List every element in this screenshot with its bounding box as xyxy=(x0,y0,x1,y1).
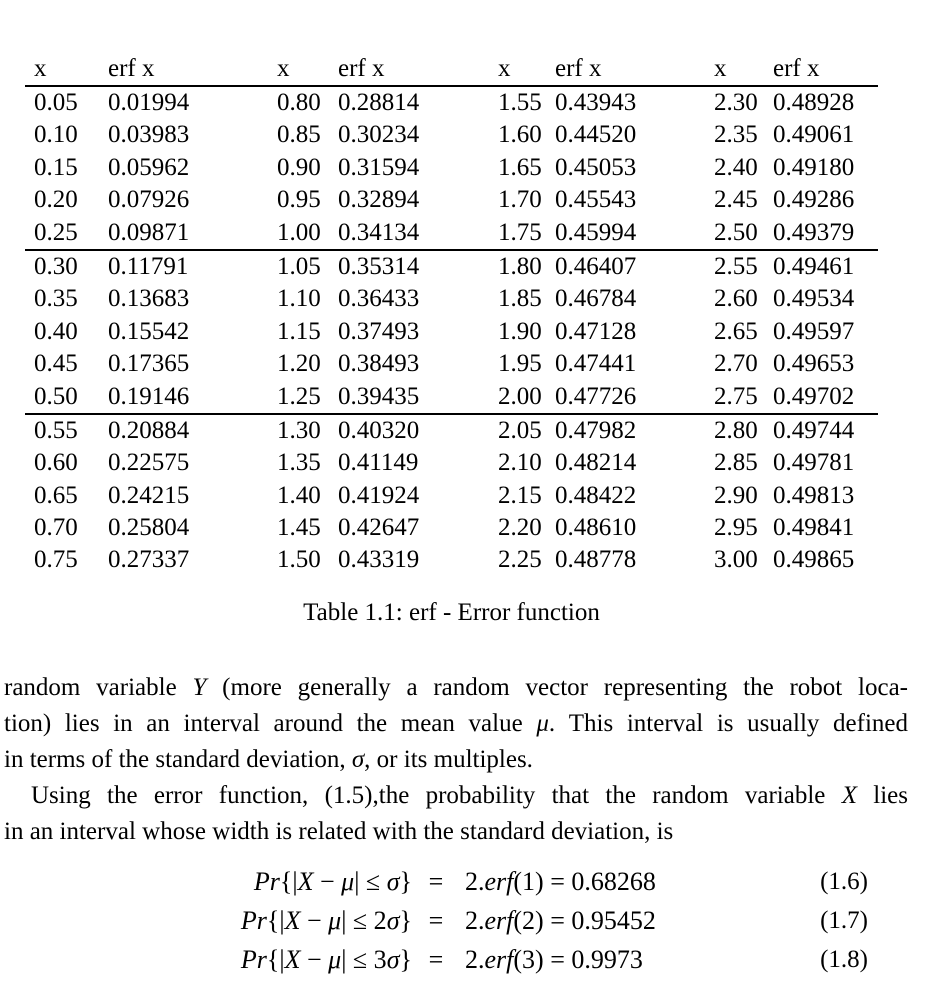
body-line xyxy=(4,706,908,742)
x-value: 1.65 xyxy=(498,153,542,181)
x-value: 0.10 xyxy=(34,121,78,149)
table-row xyxy=(25,316,878,348)
erf-value: 0.28814 xyxy=(338,89,420,116)
x-value: 0.30 xyxy=(34,252,78,280)
x-value: 3.00 xyxy=(714,546,758,574)
body-line xyxy=(4,742,908,778)
x-value: 0.45 xyxy=(34,350,78,378)
x-value: 2.95 xyxy=(714,514,758,542)
table-row xyxy=(25,119,878,151)
body-line xyxy=(4,670,908,706)
column-header: x xyxy=(714,55,727,82)
table-row xyxy=(25,415,878,447)
column-header: erf x xyxy=(108,55,155,82)
italic-text: X xyxy=(841,782,857,809)
x-value: 0.50 xyxy=(34,382,78,410)
text-segment: in terms of the standard deviation, xyxy=(4,746,352,773)
x-value: 2.35 xyxy=(714,121,758,149)
italic-text: X xyxy=(297,867,314,896)
italic-text: Pr xyxy=(240,945,267,974)
x-value: 2.75 xyxy=(714,382,758,410)
table-row-group xyxy=(25,415,878,577)
x-value: 2.45 xyxy=(714,186,758,214)
body-line xyxy=(4,814,908,850)
equation-rhs xyxy=(465,862,656,901)
column-header: x xyxy=(498,55,511,82)
equals-sign: = xyxy=(428,906,444,935)
erf-value: 0.49180 xyxy=(773,153,855,181)
x-value: 2.30 xyxy=(714,89,758,116)
table-row xyxy=(25,381,878,413)
erf-value: 0.49534 xyxy=(773,285,855,313)
equation-number: (1.6) xyxy=(820,868,868,895)
table-row xyxy=(25,217,878,249)
x-value: 2.80 xyxy=(714,416,758,444)
erf-value: 0.41924 xyxy=(338,481,420,509)
text-segment: random variable xyxy=(4,674,193,701)
text-segment: 2. xyxy=(465,906,485,935)
text-segment: {| xyxy=(266,906,285,935)
erf-value: 0.20884 xyxy=(108,416,190,444)
x-value: 2.85 xyxy=(714,449,758,477)
italic-text: σ xyxy=(351,746,365,773)
italic-text: μ xyxy=(328,906,342,935)
body-text xyxy=(4,670,908,850)
erf-value: 0.47128 xyxy=(555,317,637,345)
erf-value: 0.05962 xyxy=(108,153,190,181)
text-segment: | ≤ 3 xyxy=(341,945,387,974)
erf-value: 0.44520 xyxy=(555,121,637,149)
erf-value: 0.35314 xyxy=(338,252,420,280)
column-header: x xyxy=(277,55,290,82)
equation-rhs xyxy=(465,940,643,979)
x-value: 2.50 xyxy=(714,218,758,246)
x-value: 2.40 xyxy=(714,153,758,181)
x-value: 1.25 xyxy=(277,382,321,410)
italic-text: Pr xyxy=(240,906,267,935)
x-value: 0.85 xyxy=(277,121,321,149)
erf-value: 0.09871 xyxy=(108,218,190,246)
equations-block xyxy=(0,862,940,979)
equation-row xyxy=(0,862,940,901)
erf-value: 0.45994 xyxy=(555,218,637,246)
erf-value: 0.45543 xyxy=(555,186,637,214)
text-segment: in an interval whose width is related with the standard deviation, is xyxy=(4,818,674,845)
erf-value: 0.01994 xyxy=(108,89,190,116)
erf-value: 0.48422 xyxy=(555,481,637,509)
table-header-row xyxy=(25,52,878,85)
x-value: 1.95 xyxy=(498,350,542,378)
italic-text: X xyxy=(284,945,301,974)
italic-text: σ xyxy=(386,945,400,974)
italic-text: X xyxy=(284,906,301,935)
erf-value: 0.49061 xyxy=(773,121,855,149)
equals-sign: = xyxy=(428,867,444,896)
x-value: 2.10 xyxy=(498,449,542,477)
x-value: 1.70 xyxy=(498,186,542,214)
x-value: 2.25 xyxy=(498,546,542,574)
x-value: 1.15 xyxy=(277,317,321,345)
x-value: 0.75 xyxy=(34,546,78,574)
equation-number: (1.7) xyxy=(820,907,868,934)
erf-value: 0.48928 xyxy=(773,89,855,116)
equation-rhs xyxy=(465,901,656,940)
x-value: 1.80 xyxy=(498,252,542,280)
x-value: 1.20 xyxy=(277,350,321,378)
erf-value: 0.48778 xyxy=(555,546,637,574)
x-value: 1.85 xyxy=(498,285,542,313)
erf-value: 0.48214 xyxy=(555,449,637,477)
erf-value: 0.49744 xyxy=(773,416,855,444)
text-segment: } xyxy=(399,906,412,935)
x-value: 2.90 xyxy=(714,481,758,509)
x-value: 0.35 xyxy=(34,285,78,313)
erf-value: 0.48610 xyxy=(555,514,637,542)
x-value: 0.25 xyxy=(34,218,78,246)
x-value: 1.35 xyxy=(277,449,321,477)
erf-value: 0.42647 xyxy=(338,514,420,542)
x-value: 1.90 xyxy=(498,317,542,345)
erf-value: 0.49813 xyxy=(773,481,855,509)
erf-value: 0.43943 xyxy=(555,89,637,116)
column-header: x xyxy=(34,55,47,82)
x-value: 1.50 xyxy=(277,546,321,574)
x-value: 0.60 xyxy=(34,449,78,477)
erf-value: 0.03983 xyxy=(108,121,190,149)
equation-row xyxy=(0,940,940,979)
x-value: 1.45 xyxy=(277,514,321,542)
text-segment: (1) = 0.68268 xyxy=(513,867,656,896)
text-segment: } xyxy=(399,867,412,896)
erf-value: 0.49702 xyxy=(773,382,855,410)
text-segment: | ≤ xyxy=(354,867,387,896)
x-value: 0.80 xyxy=(277,89,321,116)
equals-sign: = xyxy=(428,945,444,974)
x-value: 1.00 xyxy=(277,218,321,246)
erf-value: 0.47441 xyxy=(555,350,637,378)
text-segment: − xyxy=(300,945,329,974)
table-row-group xyxy=(25,87,878,249)
text-segment: (more generally a random vector representing the robot loca- xyxy=(206,674,908,701)
erf-value: 0.11791 xyxy=(108,252,189,280)
x-value: 1.55 xyxy=(498,89,542,116)
text-segment: (3) = 0.9973 xyxy=(513,945,643,974)
equation-lhs xyxy=(0,940,412,979)
x-value: 1.75 xyxy=(498,218,542,246)
x-value: 1.30 xyxy=(277,416,321,444)
x-value: 2.15 xyxy=(498,481,542,509)
italic-text: μ xyxy=(341,867,355,896)
text-segment: , or its multiples. xyxy=(364,746,533,773)
erf-value: 0.24215 xyxy=(108,481,190,509)
equation-lhs xyxy=(0,901,412,940)
table-row xyxy=(25,480,878,512)
x-value: 2.00 xyxy=(498,382,542,410)
erf-value: 0.13683 xyxy=(108,285,190,313)
italic-text: erf xyxy=(484,945,514,974)
erf-value: 0.49841 xyxy=(773,514,855,542)
text-segment: . This interval is usually defined xyxy=(548,710,908,737)
x-value: 0.20 xyxy=(34,186,78,214)
x-value: 1.10 xyxy=(277,285,321,313)
x-value: 2.65 xyxy=(714,317,758,345)
x-value: 2.55 xyxy=(714,252,758,280)
erf-value: 0.31594 xyxy=(338,153,420,181)
x-value: 0.70 xyxy=(34,514,78,542)
erf-value: 0.41149 xyxy=(338,449,419,477)
italic-text: Pr xyxy=(253,867,280,896)
erf-value: 0.36433 xyxy=(338,285,420,313)
erf-value: 0.49286 xyxy=(773,186,855,214)
text-segment: tion) lies in an interval around the mean value xyxy=(4,710,537,737)
text-segment: (2) = 0.95452 xyxy=(513,906,656,935)
italic-text: erf xyxy=(484,867,514,896)
x-value: 0.90 xyxy=(277,153,321,181)
equation-number: (1.8) xyxy=(820,946,868,973)
italic-text: σ xyxy=(386,867,400,896)
table-row-group xyxy=(25,251,878,413)
erf-value: 0.32894 xyxy=(338,186,420,214)
erf-value: 0.27337 xyxy=(108,546,190,574)
italic-text: Y xyxy=(192,674,207,701)
x-value: 0.55 xyxy=(34,416,78,444)
text-segment: {| xyxy=(279,867,298,896)
table-row xyxy=(25,512,878,544)
text-segment: } xyxy=(399,945,412,974)
erf-value: 0.19146 xyxy=(108,382,190,410)
table-row xyxy=(25,184,878,216)
text-segment: Using the error function, (1.5),the probability that the random variable xyxy=(31,782,842,809)
italic-text: μ xyxy=(536,710,549,737)
text-segment: − xyxy=(300,906,329,935)
italic-text: μ xyxy=(328,945,342,974)
table-row xyxy=(25,152,878,184)
x-value: 0.95 xyxy=(277,186,321,214)
table-row xyxy=(25,544,878,576)
x-value: 0.40 xyxy=(34,317,78,345)
column-header: erf x xyxy=(555,55,602,82)
erf-value: 0.17365 xyxy=(108,350,190,378)
erf-value: 0.49865 xyxy=(773,546,855,574)
table-caption: Table 1.1: erf - Error function xyxy=(303,599,600,626)
erf-value: 0.30234 xyxy=(338,121,420,149)
erf-value: 0.43319 xyxy=(338,546,420,574)
erf-value: 0.46784 xyxy=(555,285,637,313)
erf-value: 0.07926 xyxy=(108,186,190,214)
text-segment: {| xyxy=(266,945,285,974)
erf-value: 0.22575 xyxy=(108,449,190,477)
erf-value: 0.40320 xyxy=(338,416,420,444)
erf-value: 0.34134 xyxy=(338,218,420,246)
erf-value: 0.38493 xyxy=(338,350,420,378)
table-row xyxy=(25,348,878,380)
italic-text: erf xyxy=(484,906,514,935)
table-row xyxy=(25,251,878,283)
erf-table xyxy=(25,52,878,577)
erf-value: 0.47726 xyxy=(555,382,637,410)
x-value: 0.15 xyxy=(34,153,78,181)
text-segment: 2. xyxy=(465,867,485,896)
equation-lhs xyxy=(0,862,412,901)
erf-value: 0.49781 xyxy=(773,449,855,477)
erf-value: 0.49653 xyxy=(773,350,855,378)
text-segment: 2. xyxy=(465,945,485,974)
erf-value: 0.49597 xyxy=(773,317,855,345)
table-row xyxy=(25,87,878,119)
erf-value: 0.45053 xyxy=(555,153,637,181)
column-header: erf x xyxy=(338,55,385,82)
x-value: 1.05 xyxy=(277,252,321,280)
equation-row xyxy=(0,901,940,940)
erf-value: 0.46407 xyxy=(555,252,637,280)
erf-value: 0.49379 xyxy=(773,218,855,246)
body-line xyxy=(4,778,908,814)
x-value: 2.60 xyxy=(714,285,758,313)
x-value: 2.05 xyxy=(498,416,542,444)
table-row xyxy=(25,283,878,315)
table-row xyxy=(25,447,878,479)
x-value: 0.05 xyxy=(34,89,78,116)
x-value: 1.40 xyxy=(277,481,321,509)
erf-value: 0.49461 xyxy=(773,252,855,280)
column-header: erf x xyxy=(773,55,820,82)
x-value: 2.70 xyxy=(714,350,758,378)
erf-value: 0.37493 xyxy=(338,317,420,345)
erf-value: 0.47982 xyxy=(555,416,637,444)
text-segment: − xyxy=(313,867,342,896)
erf-value: 0.25804 xyxy=(108,514,190,542)
erf-value: 0.39435 xyxy=(338,382,420,410)
x-value: 2.20 xyxy=(498,514,542,542)
x-value: 1.60 xyxy=(498,121,542,149)
text-segment: lies xyxy=(856,782,908,809)
x-value: 0.65 xyxy=(34,481,78,509)
erf-value: 0.15542 xyxy=(108,317,190,345)
italic-text: σ xyxy=(386,906,400,935)
text-segment: | ≤ 2 xyxy=(341,906,387,935)
